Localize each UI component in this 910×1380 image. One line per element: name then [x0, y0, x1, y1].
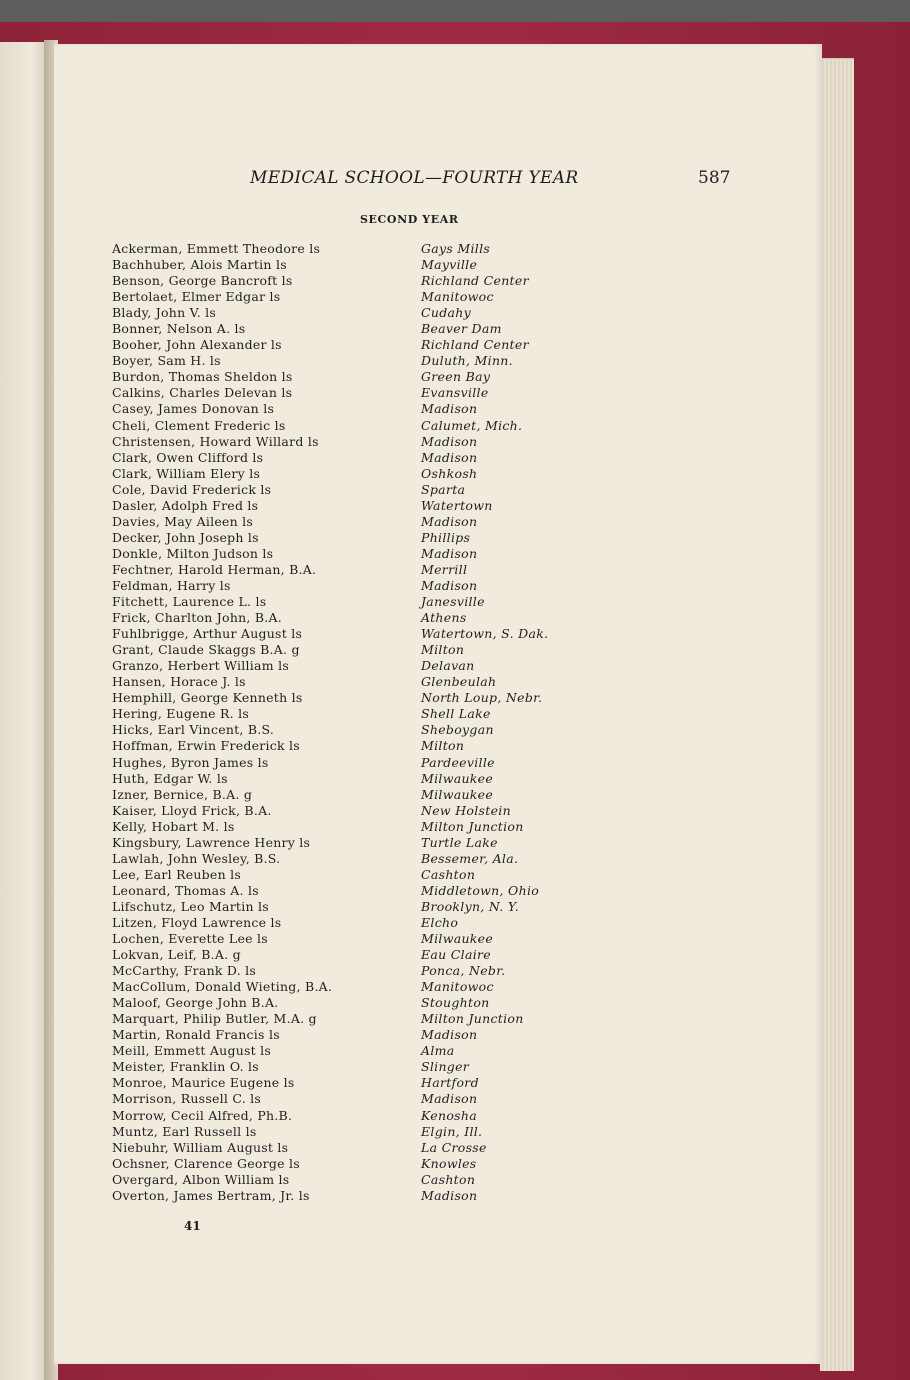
student-name: Hemphill, George Kenneth ls [112, 690, 303, 706]
hometown: Manitowoc [421, 979, 494, 995]
student-name: McCarthy, Frank D. ls [112, 963, 257, 979]
student-list [112, 241, 812, 1204]
list-item [112, 803, 812, 819]
student-name: Cheli, Clement Frederic ls [112, 417, 286, 433]
list-item [112, 1188, 812, 1204]
hometown: Eau Claire [421, 947, 491, 963]
student-name: Huth, Edgar W. ls [112, 770, 228, 786]
student-name: Clark, Owen Clifford ls [112, 449, 264, 465]
hometown: Richland Center [421, 337, 529, 353]
list-item [112, 722, 812, 738]
hometown: Bessemer, Ala. [421, 850, 519, 866]
list-item [112, 883, 812, 899]
hometown: Milwaukee [421, 770, 494, 786]
list-item [112, 755, 812, 771]
list-item [112, 530, 812, 546]
student-name: Litzen, Floyd Lawrence ls [112, 914, 282, 930]
student-name: Donkle, Milton Judson ls [112, 545, 274, 561]
hometown: Watertown [421, 497, 493, 513]
hometown: Milwaukee [421, 931, 494, 947]
list-item [112, 1156, 812, 1172]
hometown: Madison [421, 545, 478, 561]
student-name: Meister, Franklin O. ls [112, 1059, 259, 1075]
student-name: Martin, Ronald Francis ls [112, 1027, 280, 1043]
student-name: Boyer, Sam H. ls [112, 353, 221, 369]
student-name: Lifschutz, Leo Martin ls [112, 898, 269, 914]
student-name: Hering, Eugene R. ls [112, 706, 250, 722]
list-item [112, 1075, 812, 1091]
student-name: Lochen, Everette Lee ls [112, 931, 268, 947]
hometown: Athens [421, 610, 467, 626]
list-item [112, 273, 812, 289]
list-item [112, 594, 812, 610]
hometown: Ponca, Nebr. [421, 963, 506, 979]
student-name: Granzo, Herbert William ls [112, 658, 289, 674]
hometown: Madison [421, 513, 478, 529]
student-name: Benson, George Bancroft ls [112, 273, 293, 289]
student-name: Muntz, Earl Russell ls [112, 1123, 257, 1139]
hometown: Turtle Lake [421, 834, 498, 850]
student-name: Morrison, Russell C. ls [112, 1091, 262, 1107]
student-name: Hansen, Horace J. ls [112, 674, 246, 690]
hometown: Oshkosh [421, 465, 478, 481]
section-title: SECOND YEAR [360, 213, 459, 226]
list-item [112, 1011, 812, 1027]
hometown: Cashton [421, 866, 476, 882]
list-item [112, 418, 812, 434]
hometown: Alma [421, 1043, 455, 1059]
list-item [112, 546, 812, 562]
list-item [112, 931, 812, 947]
list-item [112, 1043, 812, 1059]
hometown: Knowles [421, 1155, 477, 1171]
hometown: Madison [421, 449, 478, 465]
hometown: Milton [421, 738, 465, 754]
list-item [112, 979, 812, 995]
student-name: Fuhlbrigge, Arthur August ls [112, 626, 303, 642]
student-name: Blady, John V. ls [112, 305, 217, 321]
list-item [112, 450, 812, 466]
student-name: Bertolaet, Elmer Edgar ls [112, 289, 281, 305]
hometown: Milton Junction [421, 1011, 524, 1027]
list-item [112, 385, 812, 401]
list-item [112, 851, 812, 867]
list-item [112, 498, 812, 514]
list-item [112, 787, 812, 803]
student-name: Burdon, Thomas Sheldon ls [112, 369, 293, 385]
hometown: Milwaukee [421, 786, 494, 802]
hometown: Mayville [421, 257, 478, 273]
hometown: Madison [421, 401, 478, 417]
page-number: 587 [698, 168, 731, 188]
hometown: Duluth, Minn. [421, 353, 513, 369]
student-name: Maloof, George John B.A. [112, 995, 279, 1011]
hometown: Beaver Dam [421, 321, 502, 337]
list-item [112, 819, 812, 835]
hometown: New Holstein [421, 802, 511, 818]
hometown: Sheboygan [421, 722, 494, 738]
list-item [112, 257, 812, 273]
hometown: Kenosha [421, 1107, 477, 1123]
hometown: Cashton [421, 1171, 476, 1187]
list-item [112, 578, 812, 594]
hometown: Calumet, Mich. [421, 417, 523, 433]
page-stack-edges [820, 58, 854, 1371]
list-item [112, 1059, 812, 1075]
list-item [112, 289, 812, 305]
student-name: Feldman, Harry ls [112, 577, 231, 593]
hometown: Hartford [421, 1075, 479, 1091]
student-name: Kaiser, Lloyd Frick, B.A. [112, 802, 272, 818]
signature-mark: 41 [184, 1219, 201, 1233]
student-name: Calkins, Charles Delevan ls [112, 385, 293, 401]
student-name: Ackerman, Emmett Theodore ls [112, 241, 321, 256]
list-item [112, 658, 812, 674]
list-item [112, 514, 812, 530]
hometown: Milton Junction [421, 818, 524, 834]
student-name: Overgard, Albon William ls [112, 1171, 290, 1187]
hometown: Shell Lake [421, 706, 491, 722]
student-name: Davies, May Aileen ls [112, 513, 254, 529]
list-item [112, 690, 812, 706]
hometown: Elcho [421, 914, 459, 930]
student-name: Hughes, Byron James ls [112, 754, 269, 770]
hometown: Madison [421, 577, 478, 593]
list-item [112, 1124, 812, 1140]
hometown: Phillips [421, 529, 471, 545]
list-item [112, 482, 812, 498]
list-item [112, 241, 812, 257]
hometown: Sparta [421, 481, 466, 497]
student-name: Bachhuber, Alois Martin ls [112, 257, 287, 273]
hometown: Madison [421, 1027, 478, 1043]
student-name: Lokvan, Leif, B.A. g [112, 947, 241, 963]
running-head: MEDICAL SCHOOL—FOURTH YEAR [250, 168, 579, 188]
student-name: Bonner, Nelson A. ls [112, 321, 246, 337]
list-item [112, 1140, 812, 1156]
student-name: Fechtner, Harold Herman, B.A. [112, 561, 317, 577]
hometown: Stoughton [421, 995, 490, 1011]
student-name: Morrow, Cecil Alfred, Ph.B. [112, 1107, 293, 1123]
hometown: Madison [421, 1091, 478, 1107]
list-item [112, 642, 812, 658]
hometown: North Loup, Nebr. [421, 690, 543, 706]
student-name: Izner, Bernice, B.A. g [112, 786, 253, 802]
hometown: Cudahy [421, 305, 471, 321]
student-name: Grant, Claude Skaggs B.A. g [112, 642, 300, 658]
hometown: Milton [421, 642, 465, 658]
student-name: Decker, John Joseph ls [112, 529, 259, 545]
hometown: Gays Mills [421, 241, 491, 256]
list-item [112, 995, 812, 1011]
list-item [112, 353, 812, 369]
list-item [112, 1091, 812, 1107]
list-item [112, 369, 812, 385]
list-item [112, 674, 812, 690]
hometown: Evansville [421, 385, 489, 401]
list-item [112, 835, 812, 851]
student-name: Ochsner, Clarence George ls [112, 1155, 300, 1171]
list-item [112, 867, 812, 883]
student-name: Kingsbury, Lawrence Henry ls [112, 834, 311, 850]
list-item [112, 337, 812, 353]
student-name: Clark, William Elery ls [112, 465, 261, 481]
student-name: Hicks, Earl Vincent, B.S. [112, 722, 275, 738]
hometown: Glenbeulah [421, 674, 497, 690]
hometown: Elgin, Ill. [421, 1123, 483, 1139]
student-name: Leonard, Thomas A. ls [112, 882, 259, 898]
hometown: Merrill [421, 561, 468, 577]
student-name: Meill, Emmett August ls [112, 1043, 272, 1059]
student-name: Fitchett, Laurence L. ls [112, 594, 267, 610]
hometown: Slinger [421, 1059, 470, 1075]
hometown: Janesville [421, 594, 485, 610]
list-item [112, 771, 812, 787]
hometown: Richland Center [421, 273, 529, 289]
student-name: Frick, Charlton John, B.A. [112, 610, 283, 626]
student-name: Booher, John Alexander ls [112, 337, 282, 353]
student-name: Monroe, Maurice Eugene ls [112, 1075, 295, 1091]
list-item [112, 305, 812, 321]
student-name: Hoffman, Erwin Frederick ls [112, 738, 300, 754]
list-item [112, 915, 812, 931]
hometown: Manitowoc [421, 289, 494, 305]
list-item [112, 610, 812, 626]
student-name: Kelly, Hobart M. ls [112, 818, 235, 834]
student-name: Lee, Earl Reuben ls [112, 866, 242, 882]
hometown: Madison [421, 1187, 478, 1203]
list-item [112, 738, 812, 754]
hometown: Middletown, Ohio [421, 882, 540, 898]
list-item [112, 706, 812, 722]
list-item [112, 1108, 812, 1124]
list-item [112, 321, 812, 337]
hometown: Delavan [421, 658, 475, 674]
student-name: Christensen, Howard Willard ls [112, 433, 319, 449]
hometown: Brooklyn, N. Y. [421, 898, 520, 914]
list-item [112, 1027, 812, 1043]
list-item [112, 562, 812, 578]
student-name: Lawlah, John Wesley, B.S. [112, 850, 281, 866]
hometown: Pardeeville [421, 754, 495, 770]
student-name: Casey, James Donovan ls [112, 401, 275, 417]
list-item [112, 963, 812, 979]
hometown: Madison [421, 433, 478, 449]
list-item [112, 899, 812, 915]
list-item [112, 947, 812, 963]
list-item [112, 466, 812, 482]
student-name: Dasler, Adolph Fred ls [112, 497, 259, 513]
student-name: Marquart, Philip Butler, M.A. g [112, 1011, 317, 1027]
hometown: Watertown, S. Dak. [421, 626, 549, 642]
hometown: La Crosse [421, 1139, 487, 1155]
student-name: MacCollum, Donald Wieting, B.A. [112, 979, 333, 995]
list-item [112, 434, 812, 450]
list-item [112, 626, 812, 642]
student-name: Overton, James Bertram, Jr. ls [112, 1187, 310, 1203]
list-item [112, 401, 812, 417]
student-name: Niebuhr, William August ls [112, 1139, 289, 1155]
student-name: Cole, David Frederick ls [112, 481, 272, 497]
left-page-edge [0, 42, 48, 1380]
list-item [112, 1172, 812, 1188]
hometown: Green Bay [421, 369, 491, 385]
